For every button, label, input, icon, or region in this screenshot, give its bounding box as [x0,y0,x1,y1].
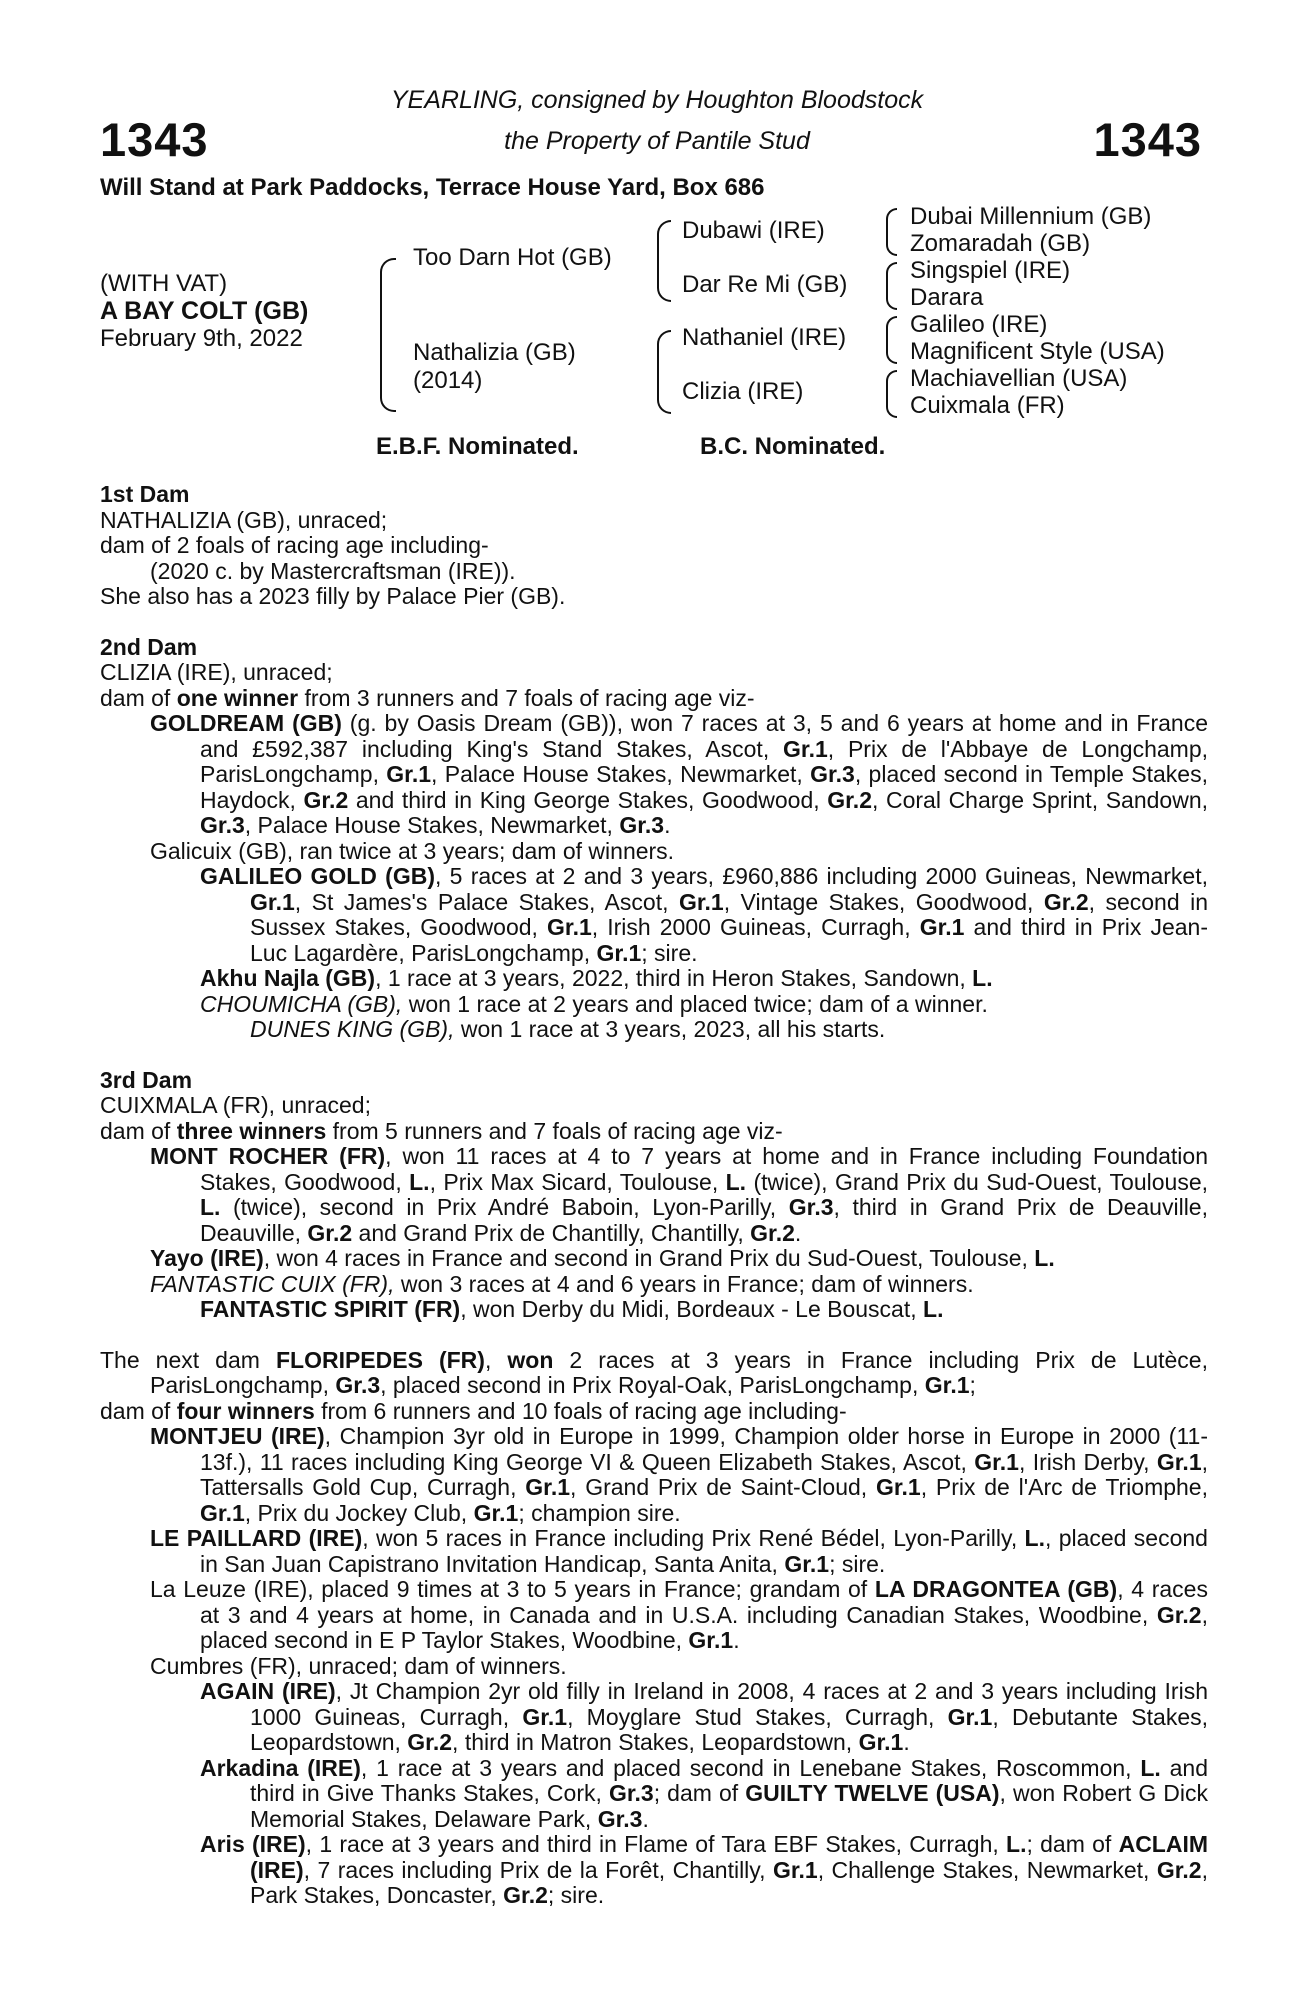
gen3-ancestor: Cuixmala (FR) [910,392,1065,419]
vat-note: (WITH VAT) [100,270,228,297]
section-heading: 3rd Dam [100,1066,193,1093]
horse-name: MONTJEU (IRE) [150,1423,325,1449]
sire-sire-name: Dubawi (IRE) [682,217,825,244]
next-dam-section [100,1348,1208,1909]
horse-name: FLORIPEDES (FR) [275,1346,485,1373]
produce-record: Arkadina (IRE), 1 race at 3 years and placed second in Lenebane Stakes, Roscommon, L. and third in Give Thanks Stakes, Cork, Gr.3; dam of GUILTY TWELVE (USA), won Robert G Dick Memorial Stakes, Delaware Park, Gr.3. [200,1754,1209,1832]
horse-name: A BAY COLT (GB) [100,297,309,325]
dam-line: NATHALIZIA (GB), unraced; [100,506,388,533]
foaling-date: February 9th, 2022 [100,325,303,352]
dam-name: Nathalizia (GB) [413,339,576,366]
ebf-nominated: E.B.F. Nominated. [376,433,579,460]
dam-foaled-year: (2014) [413,367,483,394]
produce-summary: dam of three winners from 5 runners and 7 foals of racing age viz- [100,1117,783,1144]
lot-number-right: 1343 [1093,113,1202,166]
gen3-ancestor: Galileo (IRE) [910,311,1048,338]
gen3-ancestor: Singspiel (IRE) [910,257,1071,284]
dam-sire-name: Nathaniel (IRE) [682,324,847,351]
third-dam-section [100,1068,1208,1323]
produce-record: GALILEO GOLD (GB), 5 races at 2 and 3 years, £960,886 including 2000 Guineas, Newmarket, Gr.1, St James's Palace Stakes, Ascot, Gr.1, Vintage Stakes, Goodwood, Gr.2, second in Sussex Stakes, Goodwood, Gr.1, Irish 2000 Guineas, Curragh, Gr.1 and third in Prix Jean-Luc Lagardère, ParisLongchamp, Gr.1; sire. [200,863,1209,966]
dam-line: CUIXMALA (FR), unraced; [100,1092,371,1118]
horse-name: FANTASTIC CUIX (FR), [150,1270,395,1297]
produce-record: AGAIN (IRE), Jt Champion 2yr old filly in Ireland in 2008, 4 races at 2 and 3 years including Irish 1000 Guineas, Curragh, Gr.1, Moyglare Stud Stakes, Curragh, Gr.1, Debutante Stakes, Leopardstown, Gr.2, third in Matron Stakes, Leopardstown, Gr.1. [200,1678,1208,1755]
horse-name: GALILEO GOLD (GB) [200,863,436,889]
property-line: the Property of Pantile Stud [504,127,810,155]
horse-name: GOLDREAM (GB) [150,710,342,736]
horse-name: LE PAILLARD (IRE) [150,1525,363,1551]
horse-name: LA DRAGONTEA (GB) [874,1576,1118,1602]
pedigree-brace-dam [657,330,671,414]
dam-dam-name: Clizia (IRE) [682,378,804,405]
produce-record: Akhu Najla (GB), 1 race at 3 years, 2022, third in Heron Stakes, Sandown, L. [200,965,993,991]
horse-name: ACLAIM (IRE) [250,1831,1209,1883]
produce-record: FANTASTIC CUIX (FR), won 3 races at 4 and 6 years in France; dam of winners. [150,1270,974,1297]
horse-name: GUILTY TWELVE (USA) [745,1780,1000,1806]
produce-note: She also has a 2023 filly by Palace Pier (GB). [100,583,566,609]
horse-name: FANTASTIC SPIRIT (FR) [200,1296,461,1322]
second-dam-section [100,635,1208,1043]
horse-name: AGAIN (IRE) [200,1678,336,1704]
first-dam-section [100,482,1208,610]
horse-name: CHOUMICHA (GB), [200,990,403,1017]
pedigree-brace-gen3-4 [886,370,897,418]
produce-record: MONT ROCHER (FR), won 11 races at 4 to 7 years at home and in France including Foundation Stakes, Goodwood, L., Prix Max Sicard, Toulouse, L. (twice), Grand Prix du Sud-Ouest, Toulouse, L. (twice), second in Prix André Baboin, Lyon-Parilly, Gr.3, third in Grand Prix de Deauville, Deauville, Gr.2 and Grand Prix de Chantilly, Chantilly, Gr.2. [150,1143,1209,1246]
lot-number-left: 1343 [100,113,209,166]
produce-record: (2020 c. by Mastercraftsman (IRE)). [150,557,516,584]
gen3-ancestor: Darara [910,284,984,311]
pedigree-brace-sire [657,220,671,302]
produce-record: CHOUMICHA (GB), won 1 race at 2 years and placed twice; dam of a winner. [200,990,988,1017]
pedigree-brace-gen3-2 [886,262,897,310]
horse-name: Aris (IRE) [200,1831,306,1857]
produce-record: Aris (IRE), 1 race at 3 years and third in Flame of Tara EBF Stakes, Curragh, L.; dam of ACLAIM (IRE), 7 races including Prix de la Forêt, Chantilly, Gr.1, Challenge Stakes, Newmarket, Gr.2, Park Stakes, Doncaster, Gr.2; sire. [200,1831,1209,1908]
produce-record: LE PAILLARD (IRE), won 5 races in France including Prix René Bédel, Lyon-Parilly, L., placed second in San Juan Capistrano Invitation Handicap, Santa Anita, Gr.1; sire. [150,1525,1208,1577]
produce-record: Galicuix (GB), ran twice at 3 years; dam of winners. [150,837,675,864]
horse-name: Akhu Najla (GB) [200,965,376,991]
produce-summary: dam of four winners from 6 runners and 10 foals of racing age including- [100,1397,847,1424]
produce-record: DUNES KING (GB), won 1 race at 3 years, 2023, all his starts. [250,1016,886,1042]
gen3-ancestor: Dubai Millennium (GB) [910,203,1152,230]
horse-name: DUNES KING (GB), [250,1016,455,1042]
stand-location: Will Stand at Park Paddocks, Terrace House Yard, Box 686 [100,174,765,201]
pedigree-brace-gen3-3 [886,316,897,364]
sire-dam-name: Dar Re Mi (GB) [682,271,848,298]
produce-record: GOLDREAM (GB) (g. by Oasis Dream (GB)), won 7 races at 3, 5 and 6 years at home and in France and £592,387 including King's Stand Stakes, Ascot, Gr.1, Prix de l'Abbaye de Longchamp, ParisLongchamp, Gr.1, Palace House Stakes, Newmarket, Gr.3, placed second in Temple Stakes, Haydock, Gr.2 and third in King George Stakes, Goodwood, Gr.2, Coral Charge Sprint, Sandown, Gr.3, Palace House Stakes, Newmarket, Gr.3. [150,710,1209,838]
consignor-line: YEARLING, consigned by Houghton Bloodstock [390,86,924,114]
gen3-ancestor: Magnificent Style (USA) [910,338,1165,365]
pedigree-brace-gen3-1 [886,208,897,256]
dam-line: The next dam FLORIPEDES (FR), won 2 races at 3 years in France including Prix de Lutèce, ParisLongchamp, Gr.3, placed second in Prix Royal-Oak, ParisLongchamp, Gr.1; [100,1346,1208,1398]
produce-record: La Leuze (IRE), placed 9 times at 3 to 5 years in France; grandam of LA DRAGONTEA (GB), 4 races at 3 and 4 years at home, in Canada and in U.S.A. including Canadian Stakes, Woodbine, Gr.2, placed second in E P Taylor Stakes, Woodbine, Gr.1. [150,1576,1208,1653]
produce-summary: dam of 2 foals of racing age including- [100,532,489,558]
produce-record: Cumbres (FR), unraced; dam of winners. [150,1652,567,1679]
horse-name: Arkadina (IRE) [200,1754,361,1781]
gen3-ancestor: Machiavellian (USA) [910,365,1128,392]
produce-summary: dam of one winner from 3 runners and 7 foals of racing age viz- [100,684,755,711]
horse-name: Yayo (IRE) [150,1245,264,1271]
gen3-ancestor: Zomaradah (GB) [910,230,1091,257]
catalogue-body [100,482,1208,1909]
produce-record: MONTJEU (IRE), Champion 3yr old in Europe in 1999, Champion older horse in Europe in 2000 (11-13f.), 11 races including King George VI & Queen Elizabeth Stakes, Ascot, Gr.1, Irish Derby, Gr.1, Tattersalls Gold Cup, Curragh, Gr.1, Grand Prix de Saint-Cloud, Gr.1, Prix de l'Arc de Triomphe, Gr.1, Prix du Jockey Club, Gr.1; champion sire. [150,1423,1209,1526]
bc-nominated: B.C. Nominated. [700,433,886,460]
horse-name: MONT ROCHER (FR) [150,1143,386,1169]
dam-line: CLIZIA (IRE), unraced; [100,659,333,685]
sire-name: Too Darn Hot (GB) [413,244,612,271]
section-heading: 2nd Dam [100,633,198,660]
produce-record: FANTASTIC SPIRIT (FR), won Derby du Midi, Bordeaux - Le Bouscat, L. [200,1296,944,1322]
section-heading: 1st Dam [100,481,190,507]
pedigree-brace-main [380,258,396,412]
produce-record: Yayo (IRE), won 4 races in France and second in Grand Prix du Sud-Ouest, Toulouse, L. [150,1245,1055,1271]
